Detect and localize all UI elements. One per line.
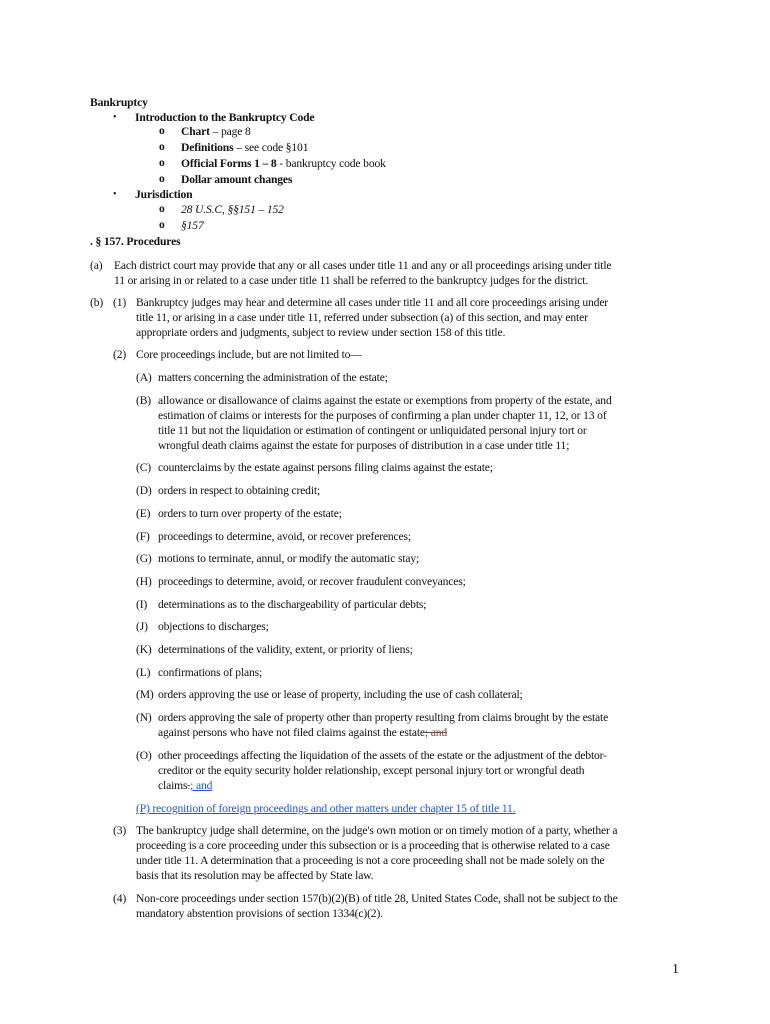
text-line: 11 or arising in or related to a case under title 11 shall be referred to the bankruptcy judges for the district. [114,274,589,287]
outline-subitem: Dollar amount changes [181,173,293,186]
bullet-icon: • [113,189,117,200]
bullet-icon: • [113,112,117,123]
circle-bullet-icon: o [159,203,165,215]
paragraph-label: (a) [90,259,103,272]
page-number: 1 [672,962,679,977]
circle-bullet-icon: o [159,157,165,169]
paragraph-label: (1) [113,296,127,309]
text-line: appropriate orders and judgments, subject to review under section 158 of this title. [136,326,506,339]
text-line: Core proceedings include, but are not limited to— [136,348,362,361]
outline-subitem: Definitions – see code §101 [181,141,309,154]
deleted-text: . [187,779,191,792]
deleted-text: ; and [424,726,448,739]
circle-bullet-icon: o [159,125,165,137]
outline-subitem: Official Forms 1 – 8 - bankruptcy code book [181,157,386,170]
outline-subitem: 28 U.S.C, §§151 – 152 [181,203,284,216]
inserted-text: ; and [190,779,213,792]
outline-subitem: §157 [181,219,204,232]
circle-bullet-icon: o [159,219,165,231]
document-page: Bankruptcy • Introduction to the Bankruptcy Code o Chart – page 8 o Definitions – see code §101 o Official Forms 1 – 8 - bankruptcy code book o Dollar amount changes • Jurisdiction o 28 U.S.C, §§151 – 152 o §157 . § 157. Procedures (a) Each district court may provide that any or all cases under title 11 and any or all proceedings arising under title 11 or arising in or related to a case under title 11 shall be referred to the bankruptcy judges for the district. (b) (1) Bankruptcy judges may hear and determine all cases under title 11 and all core proceedings arising under title 11, or arising in a case under title 11, referred under subsection (a) of this section, and may enter appropriate orders and judgments, subject to review under section 158 of this title. (2) Core proceedings include, but are not limited to— (A) matters concerning the administration of the estate; (B) allowance or disallowance of claims against the estate or exemptions from property of the estate, and estimation of claims or interests for the purposes of confirming a plan under chapter 11, 12, or 13 of title 11 but not the liquidation or estimation of contingent or unliquidated personal injury tort or wrongful death claims against the estate for purposes of distribution in a case under title 11; (C) counterclaims by the estate against persons filing claims against the estate; (D) orders in respect to obtaining credit; (E) orders to turn over property of the estate; (F) proceedings to determine, avoid, or recover preferences; (G) motions to terminate, annul, or modify the automatic stay; (H) proceedings to determine, avoid, or recover fraudulent conveyances; (I) determinations as to the dischargeability of particular debts; (J) objections to discharges; (K) determinations of the validity, extent, or priority of liens; (L) confirmations of plans; (M) orders approving the use or lease of property, including the use of cash collateral; (N) orders approving the sale of property other than property resulting from claims brought by the estate against persons who have not filed claims against the estate; and (O) other proceedings affecting the liquidation of the assets of the estate or the adjustment of the debtor- creditor or the equity security holder relationship, except personal injury tort or wrongful death claims.; and (P) recognition of foreign proceedings and other matters under chapter 15 of title 11. (3) The bankruptcy judge shall determine, on the judge's own motion or on timely motion of a party, whether a proceeding is a core proceeding under this subsection or is a proceeding that is otherwise related to a case under title 11. A determination that a proceeding is not a core proceeding shall not be made solely on the basis that its resolution may be affected by State law. (4) Non-core proceedings under section 157(b)(2)(B) of title 28, United States Code, shall not be subject to the mandatory abstention provisions of section 1334(c)(2). 1 [90,96,679,977]
paragraph-label: (b) [90,296,104,309]
text-line: Each district court may provide that any or all cases under title 11 and any or all proceedings arising under title [114,259,612,272]
document-heading: Bankruptcy [90,96,148,109]
circle-bullet-icon: o [159,173,165,185]
outline-subitem: Chart – page 8 [181,125,251,138]
outline-item-title: Introduction to the Bankruptcy Code [135,111,315,124]
paragraph-label: (2) [113,348,127,361]
inserted-list-item: (P) recognition of foreign proceedings and other matters under chapter 15 of title 11. [136,802,516,815]
text-line: Bankruptcy judges may hear and determine all cases under title 11 and all core proceedings arising under [136,296,609,309]
text-line: title 11, or arising in a case under title 11, referred under subsection (a) of this section, and may enter [136,311,588,324]
section-title: . § 157. Procedures [90,235,181,248]
outline-item-title: Jurisdiction [135,188,193,201]
circle-bullet-icon: o [159,141,165,153]
